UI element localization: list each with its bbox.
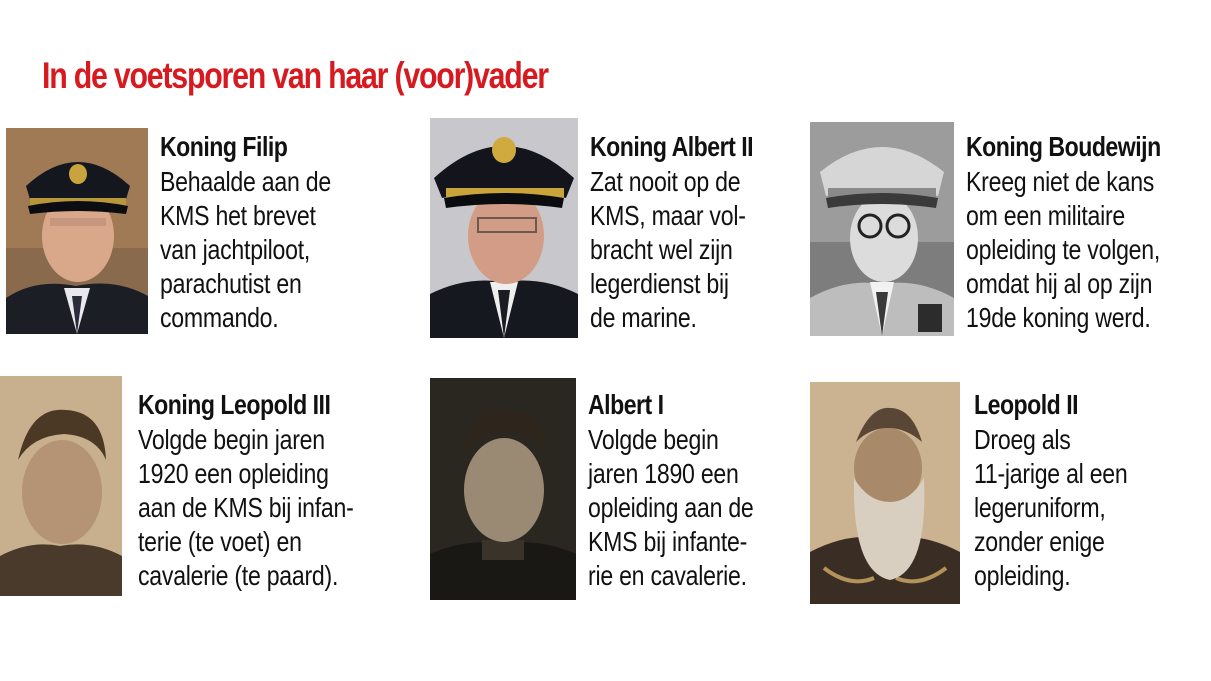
caption-line: om een militaire (966, 200, 1126, 231)
caption-line: 19de koning werd. (966, 302, 1151, 333)
caption-line: commando. (160, 302, 279, 333)
caption-line: omdat hij al op zijn (966, 268, 1153, 299)
caption-koning-albert-ii (590, 130, 753, 335)
caption-line: legeruniform, (974, 492, 1106, 523)
caption-line: rie en cavalerie. (588, 560, 747, 591)
caption-name: Koning Filip (160, 131, 288, 162)
caption-line: opleiding. (974, 560, 1071, 591)
headline: In de voetsporen van haar (voor)vader (42, 55, 548, 96)
portrait-koning-filip (6, 128, 148, 334)
caption-line: Volgde begin jaren (138, 424, 325, 455)
caption-line: Kreeg niet de kans (966, 166, 1155, 197)
caption-line: opleiding te volgen, (966, 234, 1161, 265)
caption-name: Koning Albert II (590, 131, 754, 162)
caption-line: 11-jarige al een (974, 458, 1128, 489)
caption-line: parachutist en (160, 268, 302, 299)
caption-name: Albert I (588, 389, 664, 420)
caption-line: Behaalde aan de (160, 166, 331, 197)
caption-name: Leopold II (974, 389, 1079, 420)
portrait-leopold-ii (810, 382, 960, 604)
caption-koning-boudewijn (966, 130, 1161, 335)
caption-line: 1920 een opleiding (138, 458, 329, 489)
caption-line: jaren 1890 een (588, 458, 739, 489)
caption-line: de marine. (590, 302, 697, 333)
caption-leopold-ii (974, 388, 1127, 593)
caption-albert-i (588, 388, 754, 593)
portrait-albert-i (430, 378, 576, 600)
caption-name: Koning Leopold III (138, 389, 331, 420)
portrait-koning-boudewijn (810, 122, 954, 336)
caption-koning-leopold-iii (138, 388, 354, 593)
caption-line: Droeg als (974, 424, 1071, 455)
caption-koning-filip (160, 130, 331, 335)
portrait-koning-leopold-iii (0, 376, 122, 596)
caption-line: Zat nooit op de (590, 166, 741, 197)
caption-line: van jachtpiloot, (160, 234, 311, 265)
caption-line: Volgde begin (588, 424, 719, 455)
caption-line: KMS, maar vol- (590, 200, 746, 231)
caption-line: KMS het brevet (160, 200, 316, 231)
portrait-koning-albert-ii (430, 118, 578, 338)
caption-line: legerdienst bij (590, 268, 729, 299)
caption-line: KMS bij infante- (588, 526, 748, 557)
caption-line: opleiding aan de (588, 492, 754, 523)
caption-line: aan de KMS bij infan- (138, 492, 354, 523)
caption-line: terie (te voet) en (138, 526, 302, 557)
caption-line: cavalerie (te paard). (138, 560, 339, 591)
caption-name: Koning Boudewijn (966, 131, 1161, 162)
caption-line: zonder enige (974, 526, 1105, 557)
caption-line: bracht wel zijn (590, 234, 733, 265)
